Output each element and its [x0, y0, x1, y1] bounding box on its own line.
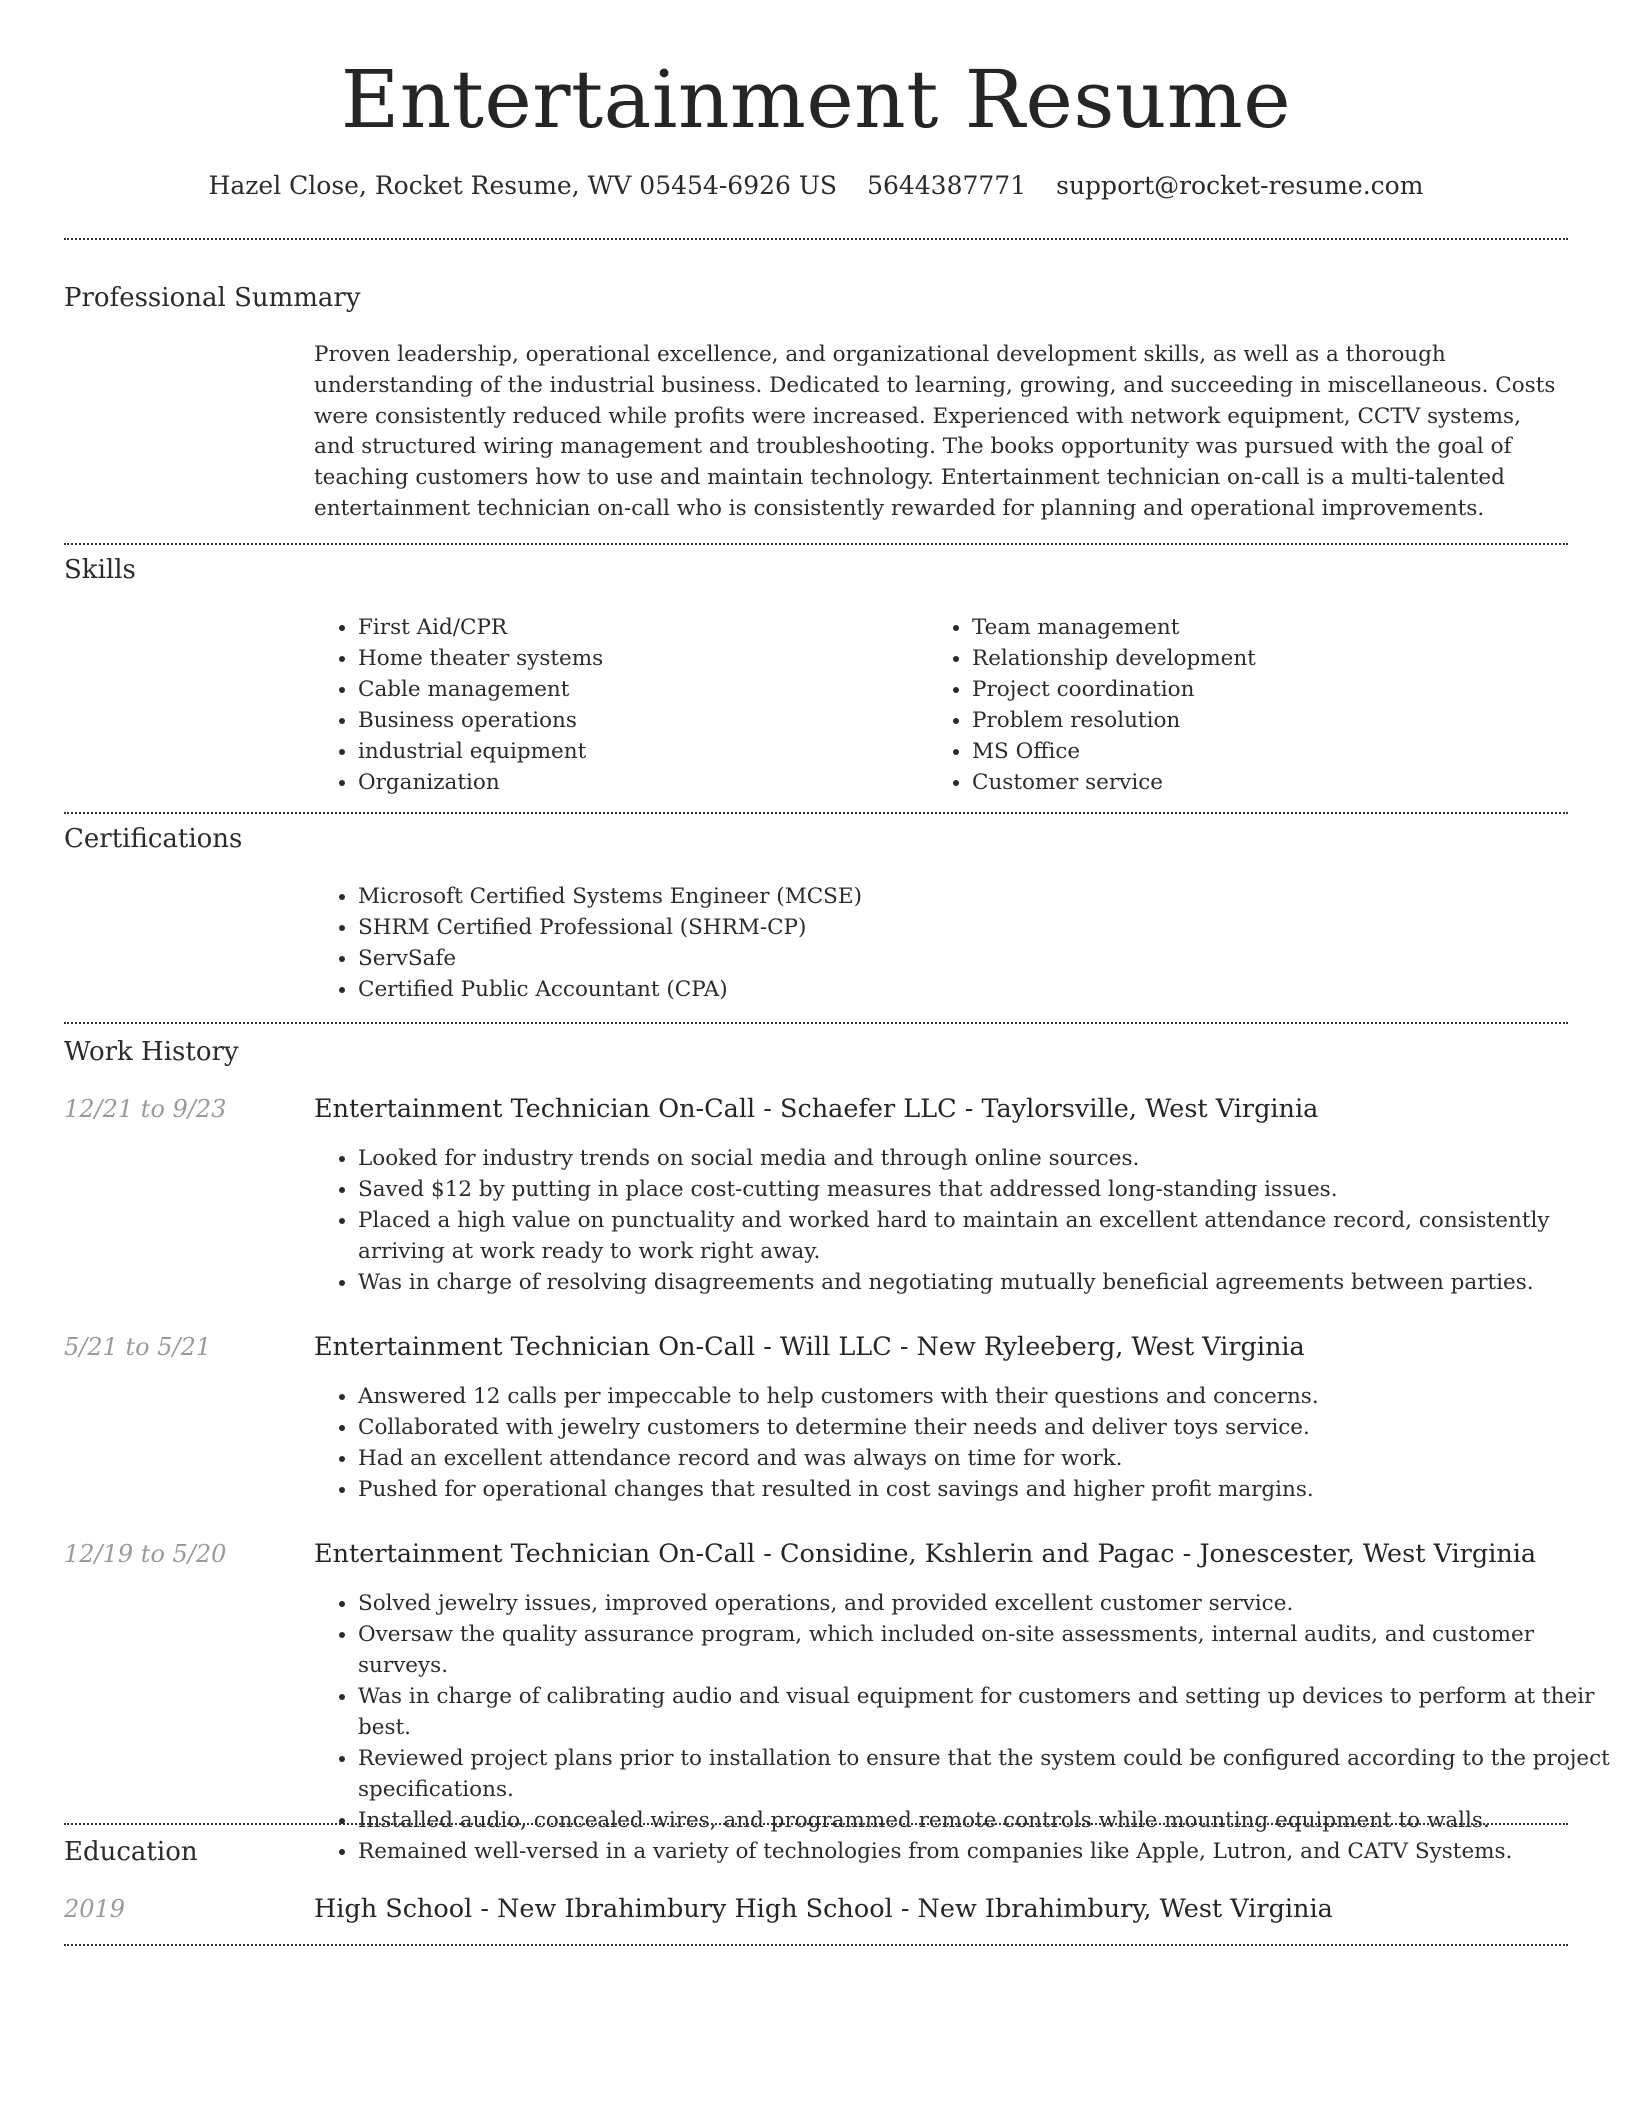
job-dates: 5/21 to 5/21: [64, 1333, 212, 1361]
list-item: • ServSafe: [358, 943, 1558, 974]
divider: [64, 1823, 1568, 1825]
list-item: • Saved $12 by putting in place cost-cutting measures that addressed long-standing issues.: [358, 1174, 1612, 1205]
list-item: • Cable management: [358, 674, 918, 705]
list-item: • Installed audio, concealed wires, and programmed remote controls while mounting equipment to walls.: [358, 1805, 1612, 1836]
list-item: • Customer service: [972, 767, 1572, 798]
list-item: • MS Office: [972, 736, 1572, 767]
divider: [64, 1944, 1568, 1946]
job-bullets: [314, 1588, 1612, 1867]
list-item: • Looked for industry trends on social media and through online sources.: [358, 1143, 1612, 1174]
divider: [64, 543, 1568, 545]
contact-address: Hazel Close, Rocket Resume, WV 05454-6926 US: [208, 171, 838, 200]
job-title: Entertainment Technician On-Call - Considine, Kshlerin and Pagac - Jonescester, West Virginia: [314, 1539, 1537, 1569]
list-item: • Business operations: [358, 705, 918, 736]
list-item: • Home theater systems: [358, 643, 918, 674]
list-item: • Organization: [358, 767, 918, 798]
job-dates: 12/19 to 5/20: [64, 1540, 227, 1568]
divider: [64, 812, 1568, 814]
contact-line: [0, 168, 1632, 204]
section-heading-summary: Professional Summary: [64, 283, 361, 313]
contact-email: support@rocket-resume.com: [1056, 171, 1424, 200]
summary-text: Proven leadership, operational excellence, and organizational development skills, as well as a thorough understanding of the industrial business. Dedicated to learning, growing, and succeeding in miscellaneous. Costs were consistently reduced while profits were increased. Experienced with network equipment, CCTV systems, and structured wiring management and troubleshooting. The books opportunity was pursued with the goal of teaching customers how to use and maintain technology. Entertainment technician on-call is a multi-talented entertainment technician on-call who is consistently rewarded for planning and operational improvements.: [314, 342, 1556, 521]
list-item: • Had an excellent attendance record and was always on time for work.: [358, 1443, 1612, 1474]
list-item: • Relationship development: [972, 643, 1572, 674]
contact-phone: 5644387771: [867, 171, 1027, 200]
list-item: • Oversaw the quality assurance program, which included on-site assessments, internal audits, and customer surveys.: [358, 1619, 1612, 1681]
resume-title: Entertainment Resume: [340, 53, 1292, 146]
list-item: • First Aid/CPR: [358, 612, 918, 643]
list-item: • Microsoft Certified Systems Engineer (MCSE): [358, 881, 1558, 912]
section-heading-skills: Skills: [64, 555, 136, 585]
certifications-list: [314, 881, 1558, 1005]
divider: [64, 1022, 1568, 1024]
job-title: Entertainment Technician On-Call - Will LLC - New Ryleeberg, West Virginia: [314, 1332, 1305, 1362]
list-item: • Was in charge of calibrating audio and visual equipment for customers and setting up devices to perform at their best.: [358, 1681, 1612, 1743]
list-item: • Certified Public Accountant (CPA): [358, 974, 1558, 1005]
list-item: • Answered 12 calls per impeccable to help customers with their questions and concerns.: [358, 1381, 1612, 1412]
list-item: • Solved jewelry issues, improved operations, and provided excellent customer service.: [358, 1588, 1612, 1619]
job-dates: 12/21 to 9/23: [64, 1095, 227, 1123]
section-heading-work-history: Work History: [64, 1037, 239, 1067]
skills-list-left: [314, 612, 918, 798]
list-item: • industrial equipment: [358, 736, 918, 767]
list-item: • SHRM Certified Professional (SHRM-CP): [358, 912, 1558, 943]
list-item: • Pushed for operational changes that resulted in cost savings and higher profit margins.: [358, 1474, 1612, 1505]
job-title: Entertainment Technician On-Call - Schaefer LLC - Taylorsville, West Virginia: [314, 1094, 1319, 1124]
job-bullets: [314, 1381, 1612, 1505]
list-item: • Reviewed project plans prior to installation to ensure that the system could be configured according to the project specifications.: [358, 1743, 1612, 1805]
skills-list-right: [928, 612, 1572, 798]
list-item: • Was in charge of resolving disagreements and negotiating mutually beneficial agreements between parties.: [358, 1267, 1612, 1298]
section-heading-certifications: Certifications: [64, 824, 243, 854]
list-item: • Collaborated with jewelry customers to determine their needs and deliver toys service.: [358, 1412, 1612, 1443]
list-item: • Team management: [972, 612, 1572, 643]
list-item: • Project coordination: [972, 674, 1572, 705]
education-entry: High School - New Ibrahimbury High School - New Ibrahimbury, West Virginia: [314, 1894, 1333, 1924]
education-year: 2019: [64, 1895, 126, 1923]
job-bullets: [314, 1143, 1612, 1298]
list-item: • Remained well-versed in a variety of technologies from companies like Apple, Lutron, and CATV Systems.: [358, 1836, 1612, 1867]
divider: [64, 238, 1568, 240]
section-heading-education: Education: [64, 1837, 198, 1867]
list-item: • Problem resolution: [972, 705, 1572, 736]
list-item: • Placed a high value on punctuality and worked hard to maintain an excellent attendance record, consistently arriving at work ready to work right away.: [358, 1205, 1612, 1267]
